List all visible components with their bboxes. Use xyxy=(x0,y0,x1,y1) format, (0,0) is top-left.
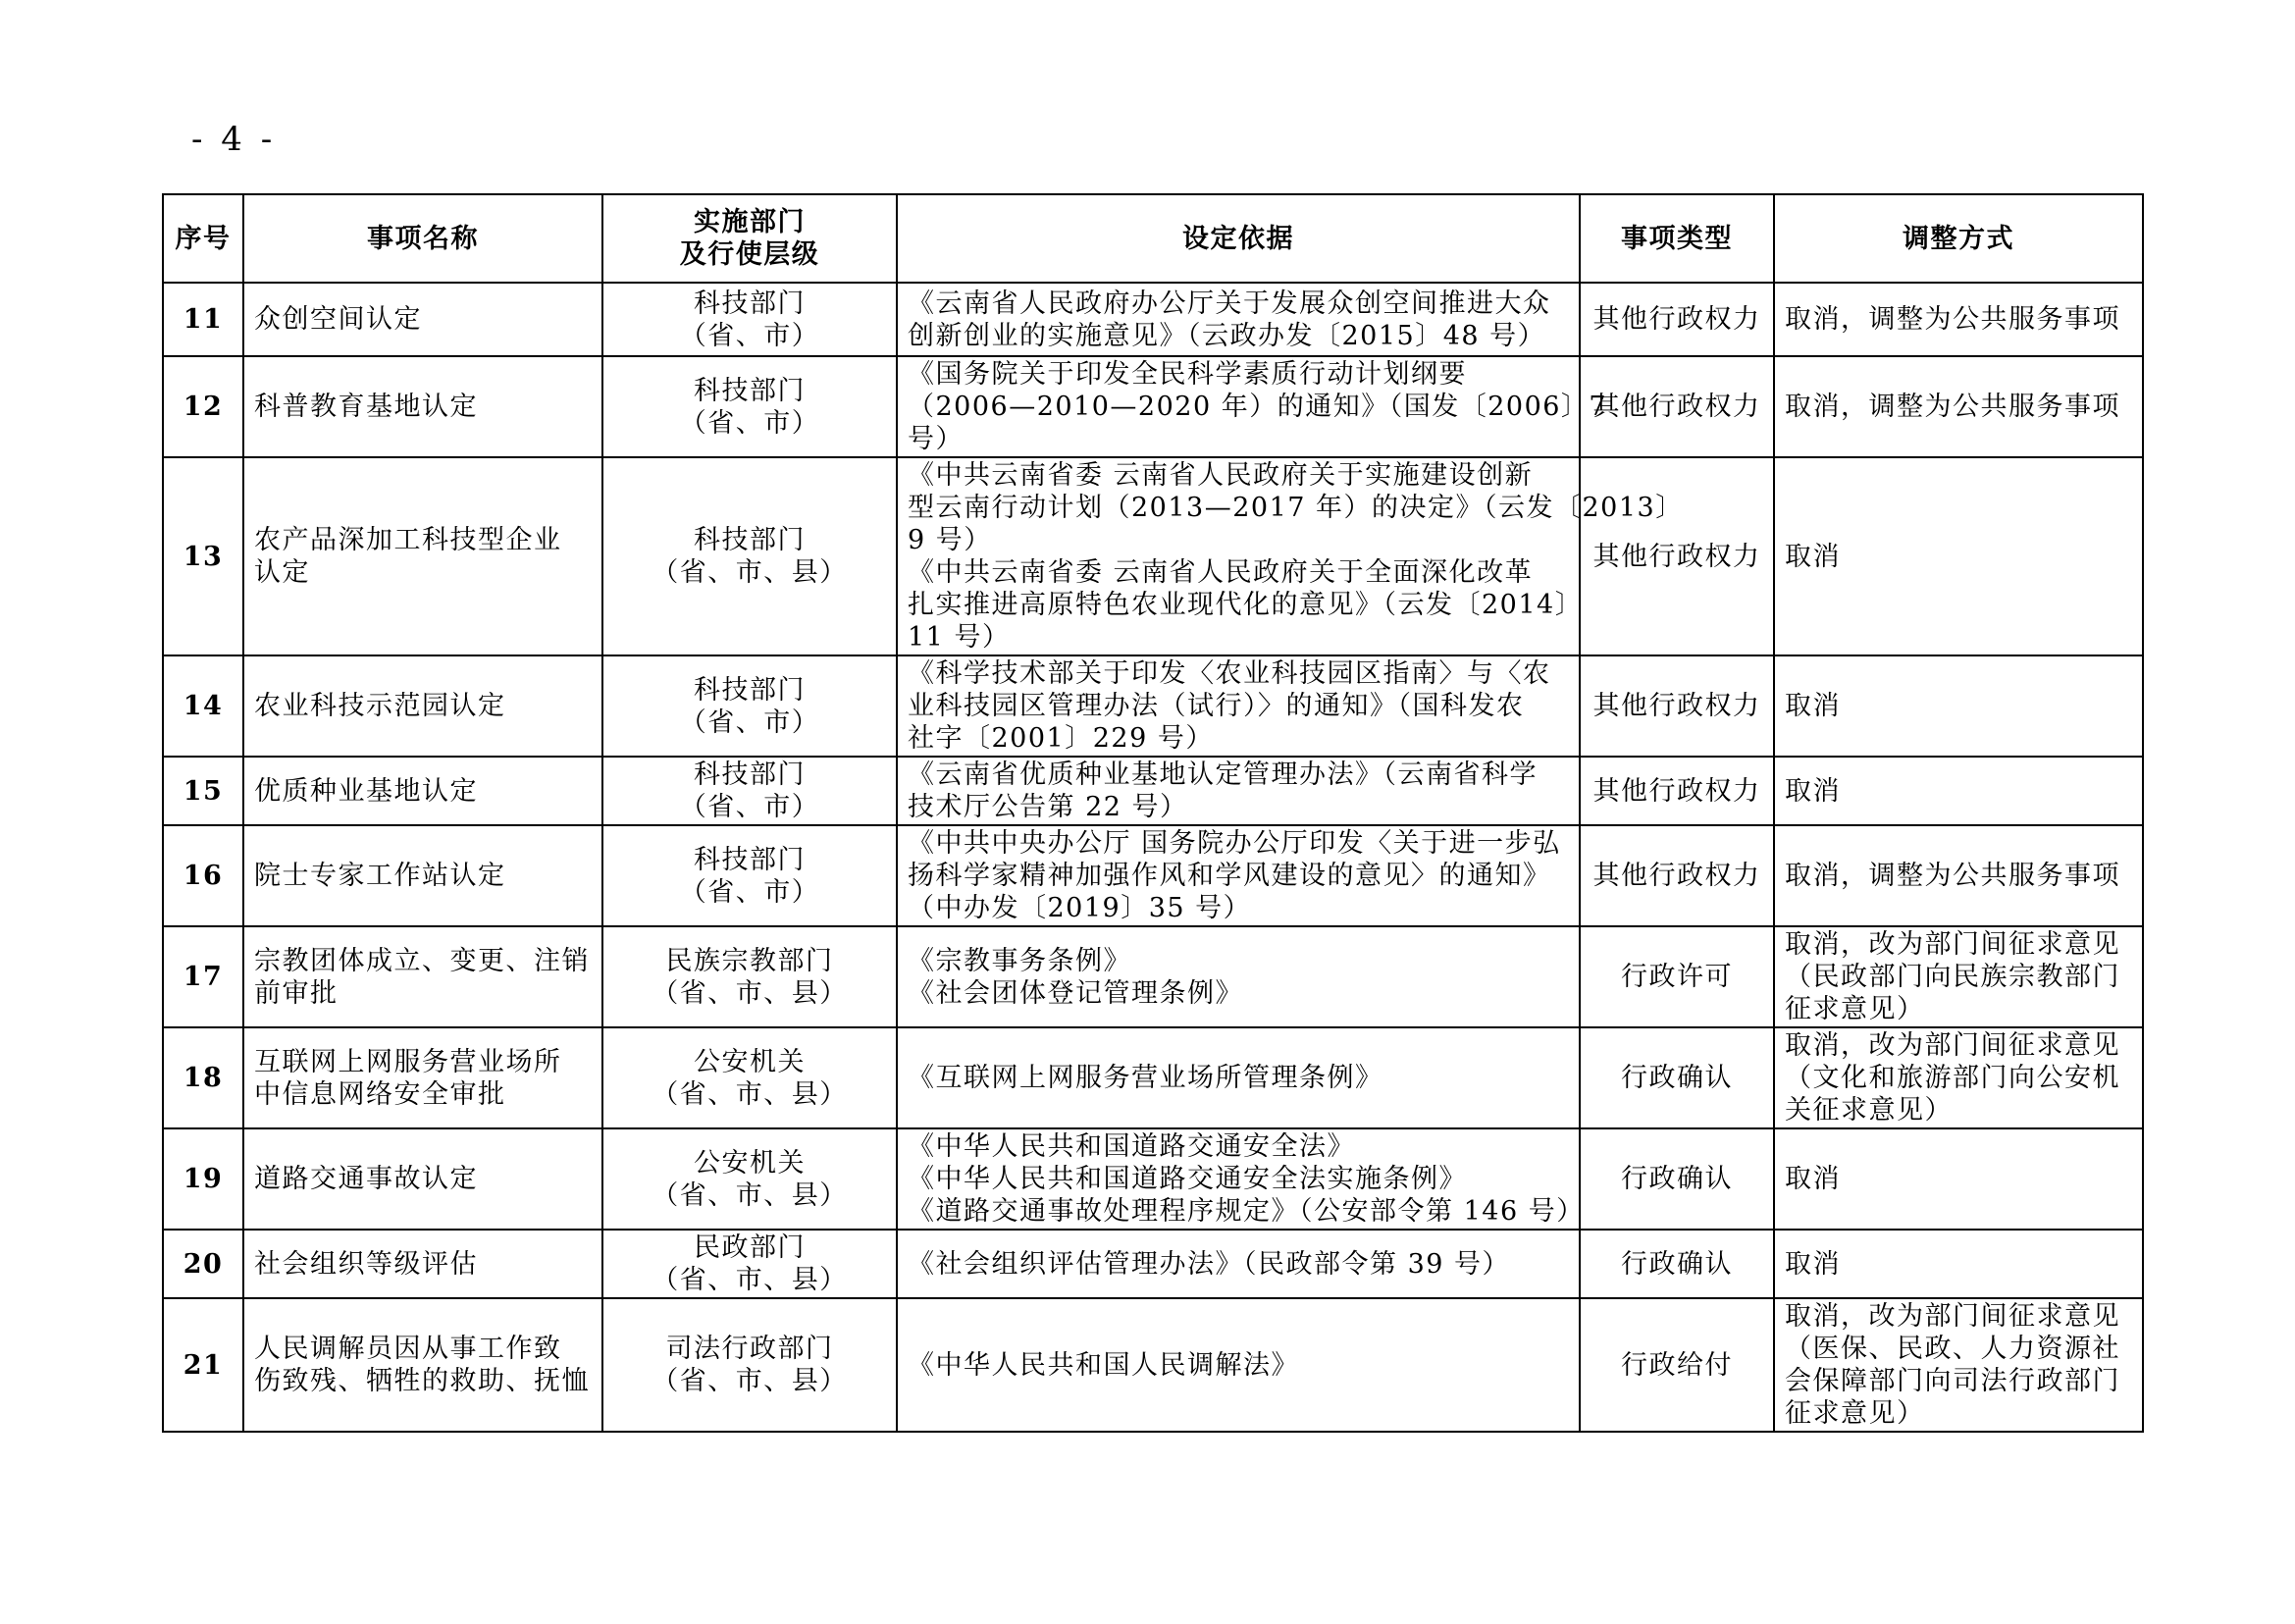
implementing-department-line: 民族宗教部门 xyxy=(665,945,834,976)
adjustment-method-line: （民政部门向民族宗教部门 xyxy=(1785,962,2120,992)
table-row xyxy=(163,356,2143,457)
adjustment-method-line: 取消 xyxy=(1785,1164,1841,1194)
legal-basis-line: 《中共云南省委 云南省人民政府关于实施建设创新 xyxy=(908,460,1534,491)
legal-basis-line: 扬科学家精神加强作风和学风建设的意见〉的通知》 xyxy=(908,861,1551,891)
item-name-line: 社会组织等级评估 xyxy=(254,1248,478,1280)
row-number: 18 xyxy=(163,1027,243,1128)
adjustment-method-cell xyxy=(1774,1027,2143,1128)
adjustment-method-line: 征求意见） xyxy=(1785,1398,1925,1429)
legal-basis-cell xyxy=(897,1128,1585,1230)
row-number: 21 xyxy=(163,1298,243,1432)
item-name-line: 宗教团体成立、变更、注销 xyxy=(254,945,590,976)
header-dept-line: 实施部门 xyxy=(694,207,806,237)
adjustment-method-line: 取消 xyxy=(1785,691,1841,721)
row-number: 20 xyxy=(163,1230,243,1298)
legal-basis-line: 《社会团体登记管理条例》 xyxy=(908,977,1243,1009)
legal-basis-line: 技术厅公告第 22 号） xyxy=(908,792,1188,822)
implementing-department-line: （省、市、县） xyxy=(652,557,848,588)
implementing-department-line: 公安机关 xyxy=(694,1046,806,1077)
implementing-department-cell xyxy=(602,825,897,926)
legal-basis-line: 《道路交通事故处理程序规定》（公安部令第 146 号） xyxy=(908,1196,1585,1227)
legal-basis-line: 11 号） xyxy=(908,622,1011,653)
item-name-line: 道路交通事故认定 xyxy=(254,1164,478,1194)
implementing-department-line: 民政部门 xyxy=(694,1232,806,1263)
row-number: 13 xyxy=(163,457,243,655)
row-number: 16 xyxy=(163,825,243,926)
item-type: 其他行政权力 xyxy=(1580,283,1774,356)
legal-basis-line: 《中华人民共和国人民调解法》 xyxy=(908,1349,1299,1381)
item-name-cell xyxy=(243,356,602,457)
item-name-line: 前审批 xyxy=(254,977,339,1009)
implementing-department-cell xyxy=(602,1230,897,1298)
adjustment-method-line: 取消，调整为公共服务事项 xyxy=(1785,392,2120,422)
legal-basis-line: （中办发〔2019〕35 号） xyxy=(908,893,1252,923)
legal-basis-line: 《云南省人民政府办公厅关于发展众创空间推进大众 xyxy=(908,288,1551,319)
implementing-department-cell xyxy=(602,1128,897,1230)
adjustment-method-line: 取消 xyxy=(1785,541,1841,572)
adjustment-method-line: 取消，改为部门间征求意见 xyxy=(1785,929,2120,960)
row-number: 17 xyxy=(163,926,243,1027)
implementing-department-line: 科技部门 xyxy=(694,288,806,319)
item-type: 其他行政权力 xyxy=(1580,356,1774,457)
item-name-cell xyxy=(243,825,602,926)
table-row xyxy=(163,283,2143,356)
legal-basis-line: 《社会组织评估管理办法》（民政部令第 39 号） xyxy=(908,1248,1511,1280)
table-row xyxy=(163,655,2143,757)
adjustment-method-line: 取消 xyxy=(1785,775,1841,807)
item-name-cell xyxy=(243,1230,602,1298)
item-name-line: 院士专家工作站认定 xyxy=(254,861,506,891)
adjustment-method-line: 取消，调整为公共服务事项 xyxy=(1785,861,2120,891)
header-dept xyxy=(602,194,897,283)
adjustment-method-line: （文化和旅游部门向公安机 xyxy=(1785,1063,2120,1093)
item-name-line: 认定 xyxy=(254,557,310,588)
row-number: 14 xyxy=(163,655,243,757)
adjustment-method-cell xyxy=(1774,757,2143,825)
implementing-department-line: （省、市） xyxy=(679,407,820,439)
adjustment-method-line: 取消，改为部门间征求意见 xyxy=(1785,1301,2120,1332)
implementing-department-cell xyxy=(602,757,897,825)
row-number: 19 xyxy=(163,1128,243,1230)
item-name-line: 伤致残、牺牲的救助、抚恤 xyxy=(254,1366,590,1396)
legal-basis-line: 《科学技术部关于印发〈农业科技园区指南〉与〈农 xyxy=(908,658,1551,689)
legal-basis-line: 号） xyxy=(908,424,964,454)
implementing-department-cell xyxy=(602,655,897,757)
item-name-line: 互联网上网服务营业场所 xyxy=(254,1046,562,1077)
item-type: 行政确认 xyxy=(1580,1230,1774,1298)
legal-basis-cell xyxy=(897,1298,1580,1432)
table-body xyxy=(163,283,2143,1432)
implementing-department-cell xyxy=(602,283,897,356)
legal-basis-cell xyxy=(897,1230,1580,1298)
header-name: 事项名称 xyxy=(243,194,602,283)
table-row xyxy=(163,825,2143,926)
implementing-department-line: 科技部门 xyxy=(694,760,806,790)
legal-basis-line: 9 号） xyxy=(908,525,992,555)
legal-basis-line: 《互联网上网服务营业场所管理条例》 xyxy=(908,1063,1383,1093)
table-header-row xyxy=(163,194,2143,283)
table-row xyxy=(163,926,2143,1027)
item-type: 行政许可 xyxy=(1580,926,1774,1027)
adjustment-method-line: （医保、民政、人力资源社 xyxy=(1785,1334,2120,1364)
table-row xyxy=(163,1027,2143,1128)
item-name-cell xyxy=(243,757,602,825)
implementing-department-line: 公安机关 xyxy=(694,1147,806,1179)
header-type: 事项类型 xyxy=(1580,194,1774,283)
item-name-cell xyxy=(243,457,602,655)
item-type: 其他行政权力 xyxy=(1580,757,1774,825)
legal-basis-line: 业科技园区管理办法（试行）〉的通知》（国科发农 xyxy=(908,691,1525,721)
header-no: 序号 xyxy=(163,194,243,283)
legal-basis-cell xyxy=(897,283,1580,356)
legal-basis-line: 《国务院关于印发全民科学素质行动计划纲要 xyxy=(908,359,1467,390)
table-row xyxy=(163,757,2143,825)
adjustment-method-cell xyxy=(1774,825,2143,926)
item-name-cell xyxy=(243,1128,602,1230)
legal-basis-cell xyxy=(897,757,1580,825)
implementing-department-line: 科技部门 xyxy=(694,525,806,555)
item-name-cell xyxy=(243,926,602,1027)
legal-basis-line: 型云南行动计划（2013—2017 年）的决定》（云发〔2013〕 xyxy=(908,493,1684,523)
legal-basis-line: （2006—2010—2020 年）的通知》（国发〔2006〕7 xyxy=(908,392,1608,422)
implementing-department-line: 司法行政部门 xyxy=(665,1334,834,1364)
legal-basis-line: 扎实推进高原特色农业现代化的意见》（云发〔2014〕 xyxy=(908,590,1584,620)
legal-basis-line: 《中华人民共和国道路交通安全法实施条例》 xyxy=(908,1164,1467,1194)
implementing-department-line: （省、市） xyxy=(679,876,820,908)
table-row xyxy=(163,457,2143,655)
adjustment-method-cell xyxy=(1774,1128,2143,1230)
adjustment-method-cell xyxy=(1774,926,2143,1027)
item-name-line: 众创空间认定 xyxy=(254,304,422,335)
page-number: - 4 - xyxy=(191,120,277,159)
adjustment-method-line: 征求意见） xyxy=(1785,994,1925,1024)
legal-basis-cell xyxy=(897,1027,1580,1128)
implementing-department-line: 科技部门 xyxy=(694,674,806,706)
legal-basis-line: 《云南省优质种业基地认定管理办法》（云南省科学 xyxy=(908,760,1538,790)
adjustment-method-line: 取消 xyxy=(1785,1248,1841,1280)
table-row xyxy=(163,1128,2143,1230)
implementing-department-line: （省、市） xyxy=(679,707,820,738)
adjustment-method-cell xyxy=(1774,655,2143,757)
adjustment-method-line: 取消，调整为公共服务事项 xyxy=(1785,304,2120,335)
items-table xyxy=(162,193,2144,1433)
legal-basis-line: 《宗教事务条例》 xyxy=(908,945,1131,976)
header-adjust: 调整方式 xyxy=(1774,194,2143,283)
item-name-line: 人民调解员因从事工作致 xyxy=(254,1334,562,1364)
implementing-department-line: （省、市、县） xyxy=(652,1179,848,1211)
item-type: 其他行政权力 xyxy=(1580,825,1774,926)
adjustment-method-line: 取消，改为部门间征求意见 xyxy=(1785,1030,2120,1061)
item-type: 行政确认 xyxy=(1580,1027,1774,1128)
item-name-cell xyxy=(243,1298,602,1432)
adjustment-method-line: 关征求意见） xyxy=(1785,1095,1953,1126)
table-row xyxy=(163,1298,2143,1432)
item-name-cell xyxy=(243,655,602,757)
legal-basis-cell xyxy=(897,655,1580,757)
implementing-department-line: （省、市、县） xyxy=(652,1078,848,1110)
implementing-department-line: （省、市、县） xyxy=(652,1265,848,1295)
implementing-department-cell xyxy=(602,1298,897,1432)
implementing-department-line: 科技部门 xyxy=(694,844,806,875)
legal-basis-cell xyxy=(897,356,1608,457)
item-type: 行政确认 xyxy=(1580,1128,1774,1230)
implementing-department-line: （省、市） xyxy=(679,792,820,822)
adjustment-method-cell xyxy=(1774,457,2143,655)
item-type: 其他行政权力 xyxy=(1580,655,1774,757)
adjustment-method-cell xyxy=(1774,283,2143,356)
row-number: 15 xyxy=(163,757,243,825)
adjustment-method-cell xyxy=(1774,356,2143,457)
table-row xyxy=(163,1230,2143,1298)
legal-basis-cell xyxy=(897,926,1580,1027)
header-dept-line: 及行使层级 xyxy=(679,239,820,270)
legal-basis-line: 《中共中央办公厅 国务院办公厅印发〈关于进一步弘 xyxy=(908,828,1561,859)
item-name-line: 农产品深加工科技型企业 xyxy=(254,525,562,555)
item-name-cell xyxy=(243,1027,602,1128)
implementing-department-line: （省、市、县） xyxy=(652,1366,848,1396)
adjustment-method-cell xyxy=(1774,1298,2143,1432)
adjustment-method-cell xyxy=(1774,1230,2143,1298)
legal-basis-line: 创新创业的实施意见》（云政办发〔2015〕48 号） xyxy=(908,320,1546,351)
implementing-department-line: 科技部门 xyxy=(694,375,806,406)
implementing-department-line: （省、市） xyxy=(679,320,820,351)
item-name-line: 农业科技示范园认定 xyxy=(254,691,506,721)
legal-basis-line: 《中华人民共和国道路交通安全法》 xyxy=(908,1131,1355,1162)
implementing-department-cell xyxy=(602,356,897,457)
item-name-line: 科普教育基地认定 xyxy=(254,392,478,422)
implementing-department-cell xyxy=(602,457,897,655)
item-name-line: 中信息网络安全审批 xyxy=(254,1078,506,1110)
implementing-department-cell xyxy=(602,1027,897,1128)
header-basis: 设定依据 xyxy=(897,194,1580,283)
implementing-department-line: （省、市、县） xyxy=(652,977,848,1009)
row-number: 12 xyxy=(163,356,243,457)
legal-basis-cell xyxy=(897,825,1580,926)
item-type: 其他行政权力 xyxy=(1580,457,1774,655)
item-name-cell xyxy=(243,283,602,356)
item-name-line: 优质种业基地认定 xyxy=(254,775,478,807)
legal-basis-line: 社字〔2001〕229 号） xyxy=(908,723,1214,754)
item-type: 行政给付 xyxy=(1580,1298,1774,1432)
adjustment-method-line: 会保障部门向司法行政部门 xyxy=(1785,1366,2120,1396)
legal-basis-line: 《中共云南省委 云南省人民政府关于全面深化改革 xyxy=(908,557,1534,588)
implementing-department-cell xyxy=(602,926,897,1027)
row-number: 11 xyxy=(163,283,243,356)
